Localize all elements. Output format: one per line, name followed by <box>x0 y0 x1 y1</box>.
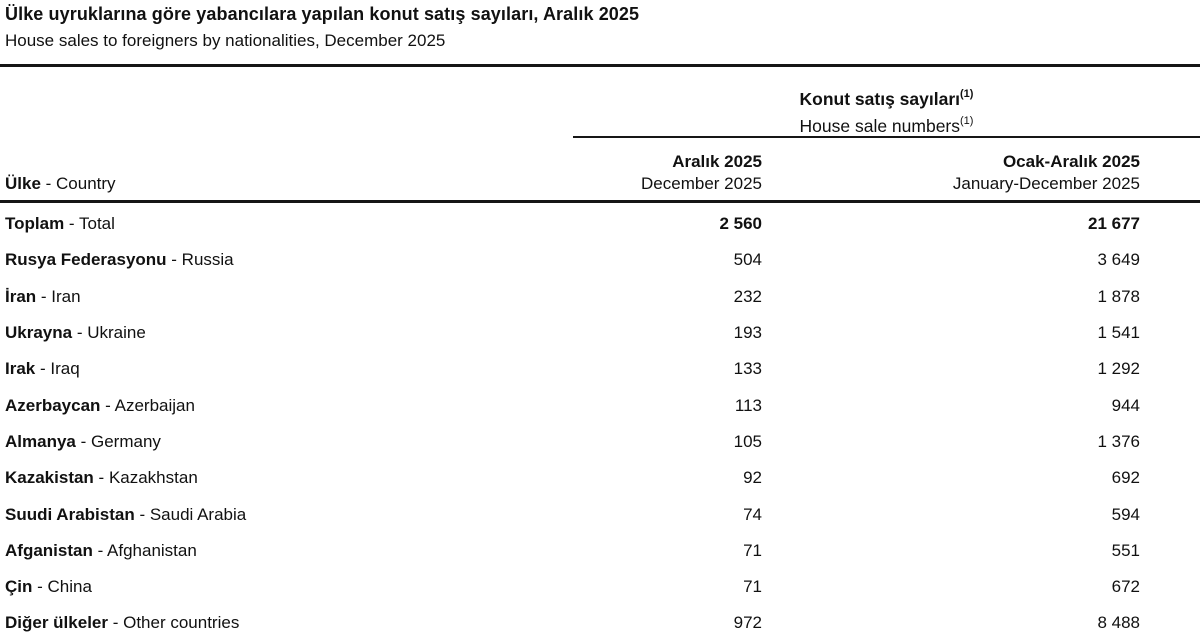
value-december: 113 <box>734 395 762 415</box>
value-ytd: 594 <box>1111 504 1140 524</box>
country-cell <box>0 468 575 488</box>
table-row <box>0 279 1200 315</box>
value-december: 74 <box>743 504 762 524</box>
country-cell <box>0 250 575 270</box>
country-separator: - <box>93 468 109 488</box>
page-title: Ülke uyruklarına göre yabancılara yapılan konut satış sayıları, Aralık 2025 <box>5 4 640 24</box>
value-ytd: 21 677 <box>1088 214 1140 234</box>
country-name-tr: Almanya <box>5 431 76 451</box>
table-row <box>0 569 1200 605</box>
value-ytd: 551 <box>1111 540 1140 560</box>
country-name-tr: Diğer ülkeler <box>5 613 108 633</box>
table-row <box>0 315 1200 351</box>
country-header-english: Country <box>56 174 116 193</box>
country-cell <box>0 287 575 307</box>
country-separator: - <box>64 214 79 234</box>
value-ytd: 3 649 <box>1097 250 1140 270</box>
country-name-tr: İran <box>5 286 37 306</box>
country-name-en: Russia <box>181 250 234 270</box>
table-row <box>0 424 1200 460</box>
footnote-marker: (1) <box>960 88 974 100</box>
country-name-en: Saudi Arabia <box>149 504 247 524</box>
column-header-january-december <box>953 151 1140 195</box>
country-name-en: Kazakhstan <box>108 468 198 488</box>
value-december: 972 <box>733 613 762 633</box>
value-december: 504 <box>733 250 762 270</box>
group-header-divider <box>573 136 1200 138</box>
group-header-turkish-text: Konut satış sayıları <box>799 88 961 109</box>
value-ytd: 692 <box>1111 468 1140 488</box>
group-header-turkish <box>573 84 1200 111</box>
country-name-tr: Ukrayna <box>5 323 73 343</box>
value-december: 105 <box>733 431 762 451</box>
value-ytd: 1 292 <box>1097 359 1140 379</box>
table-row <box>0 460 1200 496</box>
country-name-tr: Suudi Arabistan <box>5 504 135 524</box>
ytd-header-english: January-December 2025 <box>952 174 1140 193</box>
country-cell <box>0 359 575 379</box>
table-body <box>0 206 1200 642</box>
country-cell <box>0 613 575 633</box>
country-name-tr: Irak <box>5 359 36 379</box>
column-header-december <box>641 151 762 195</box>
country-name-tr: Toplam <box>5 214 65 234</box>
country-name-en: Germany <box>90 431 161 451</box>
country-separator: - <box>35 359 51 379</box>
december-header-english: December 2025 <box>641 174 762 193</box>
column-header-country <box>5 173 116 195</box>
country-cell <box>0 214 575 234</box>
country-cell <box>0 396 575 416</box>
group-header-english-text: House sale numbers <box>799 115 961 136</box>
table-row <box>0 242 1200 278</box>
title-divider <box>0 64 1200 67</box>
country-name-en: Other countries <box>123 613 240 633</box>
page-subtitle: House sales to foreigners by nationalities, December 2025 <box>5 31 446 50</box>
header-divider <box>0 200 1200 203</box>
footnote-marker: (1) <box>960 114 974 127</box>
country-name-tr: Rusya Federasyonu <box>5 250 167 270</box>
value-december: 193 <box>733 323 762 343</box>
country-separator: - <box>32 577 48 597</box>
december-header-turkish: Aralık 2025 <box>672 152 762 171</box>
country-separator: - <box>166 250 182 270</box>
country-cell <box>0 577 575 597</box>
group-header-english <box>573 111 1200 138</box>
value-december: 71 <box>743 577 762 597</box>
country-header-separator: - <box>40 174 57 193</box>
country-cell <box>0 432 575 452</box>
table-row <box>0 206 1200 242</box>
ytd-header-turkish: Ocak-Aralık 2025 <box>1002 152 1140 171</box>
table-row <box>0 496 1200 532</box>
country-name-en: Iran <box>51 286 81 306</box>
country-name-tr: Çin <box>5 577 33 597</box>
country-name-en: Total <box>79 214 115 234</box>
country-separator: - <box>92 540 108 560</box>
country-name-tr: Azerbaycan <box>5 395 101 415</box>
country-separator: - <box>75 431 91 451</box>
value-december: 133 <box>733 359 762 379</box>
table-row <box>0 351 1200 387</box>
country-separator: - <box>108 613 124 633</box>
country-name-en: Afghanistan <box>107 540 197 560</box>
country-name-en: Ukraine <box>87 323 146 343</box>
country-cell <box>0 541 575 561</box>
value-ytd: 1 541 <box>1097 323 1140 343</box>
country-name-tr: Kazakistan <box>5 468 94 488</box>
country-name-en: China <box>47 577 92 597</box>
country-separator: - <box>72 323 88 343</box>
country-separator: - <box>36 286 52 306</box>
value-december: 2 560 <box>719 214 762 234</box>
value-december: 232 <box>733 286 762 306</box>
table-row <box>0 387 1200 423</box>
country-cell <box>0 505 575 525</box>
country-name-en: Azerbaijan <box>114 395 195 415</box>
value-ytd: 8 488 <box>1097 613 1140 633</box>
table-row <box>0 533 1200 569</box>
country-cell <box>0 323 575 343</box>
value-ytd: 944 <box>1111 395 1140 415</box>
country-header-turkish: Ülke <box>5 174 41 193</box>
value-ytd: 672 <box>1111 577 1140 597</box>
country-name-en: Iraq <box>50 359 80 379</box>
value-ytd: 1 376 <box>1097 431 1140 451</box>
country-name-tr: Afganistan <box>5 540 93 560</box>
country-separator: - <box>100 395 115 415</box>
country-separator: - <box>134 504 150 524</box>
table-group-header <box>573 84 1200 138</box>
value-ytd: 1 878 <box>1097 286 1140 306</box>
value-december: 92 <box>743 468 762 488</box>
table-row <box>0 605 1200 641</box>
value-december: 71 <box>743 540 762 560</box>
